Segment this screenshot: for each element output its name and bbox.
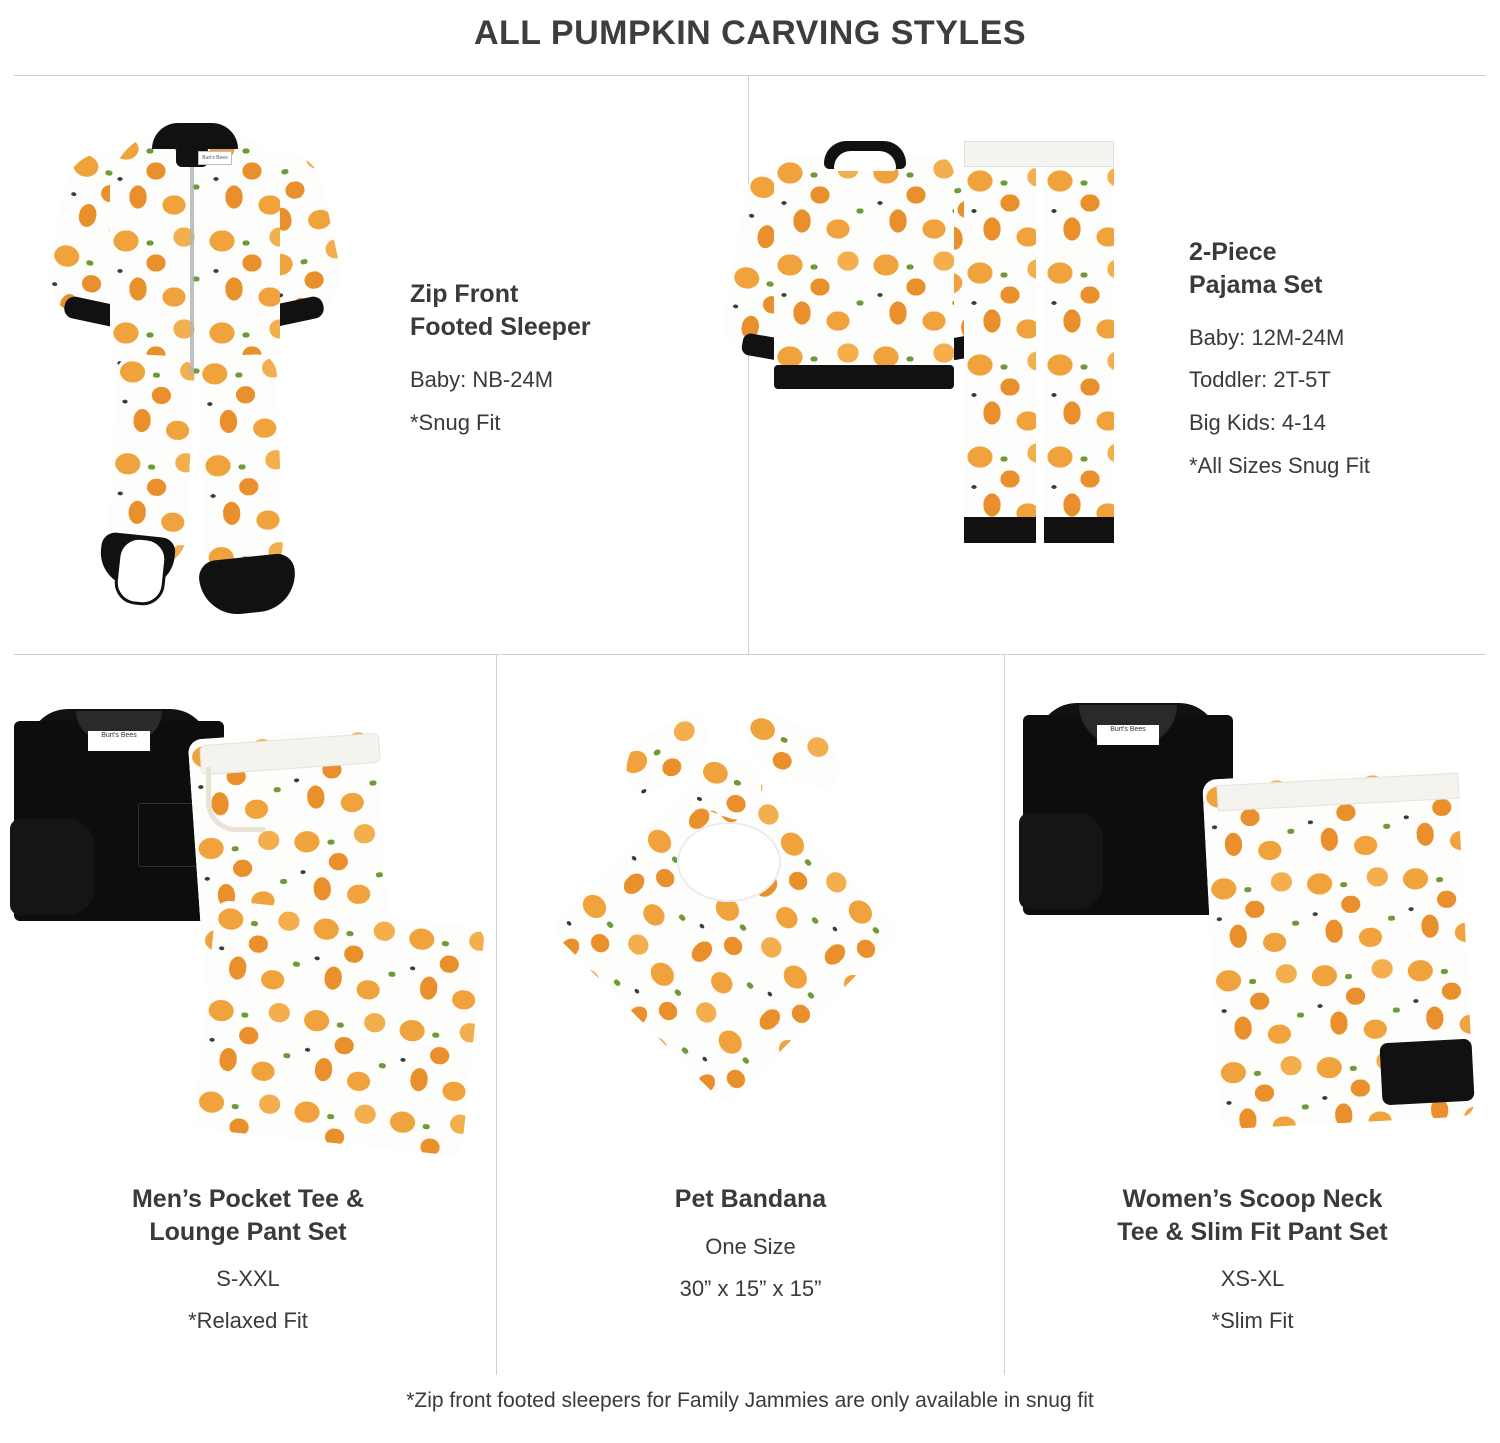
mens-lounge-pant-illustration: [196, 733, 496, 1153]
product-caption-2-piece-pajama-set: [1179, 236, 1500, 494]
product-image-zip-front-footed-sleeper: [0, 105, 400, 625]
product-caption-zip-front-footed-sleeper: [400, 278, 748, 451]
product-detail: Big Kids: 4-14: [1189, 410, 1326, 435]
product-title-line1: Pet Bandana: [674, 1185, 827, 1213]
product-caption-womens-scoop-neck-tee-slim-fit-pant-set: [1117, 1183, 1387, 1350]
product-image-pet-bandana: [497, 663, 1004, 1183]
product-detail: Baby: NB-24M: [410, 367, 554, 393]
product-detail: *Slim Fit: [1211, 1308, 1294, 1333]
product-card-womens-scoop-neck-tee-slim-fit-pant-set[interactable]: [1004, 655, 1500, 1375]
product-caption-pet-bandana: [675, 1183, 826, 1318]
product-image-2-piece-pajama-set: [749, 115, 1179, 615]
footnote: *Zip front footed sleepers for Family Jammies are only available in snug fit: [406, 1389, 1094, 1412]
page-title: ALL PUMPKIN CARVING STYLES: [473, 14, 1027, 52]
product-caption-mens-pocket-tee-lounge-pant-set: [132, 1183, 364, 1350]
two-piece-pajama-illustration: [764, 115, 1164, 615]
product-card-mens-pocket-tee-lounge-pant-set[interactable]: [0, 655, 496, 1375]
product-title-pet-bandana: [675, 1183, 826, 1216]
product-detail: Baby: 12M-24M: [1189, 324, 1345, 350]
product-card-2-piece-pajama-set[interactable]: [748, 76, 1500, 654]
product-detail: *Relaxed Fit: [188, 1308, 308, 1333]
womens-folded-tee-illustration: [1023, 693, 1233, 923]
product-detail: XS-XL: [1220, 1266, 1285, 1291]
product-title-mens-pocket-tee-lounge-pant-set: [132, 1183, 364, 1248]
top-product-row: [0, 76, 1500, 654]
product-title-line1: 2-Piece: [1189, 237, 1277, 266]
product-detail: *Snug Fit: [410, 410, 501, 435]
womens-slim-fit-pant-illustration: [1211, 773, 1500, 1153]
bottom-product-row: [0, 655, 1500, 1375]
product-detail: Toddler: 2T-5T: [1189, 367, 1331, 393]
product-detail: 30” x 15” x 15”: [679, 1275, 822, 1301]
footed-sleeper-illustration: [50, 105, 350, 625]
product-card-pet-bandana[interactable]: [496, 655, 1004, 1375]
product-title-line1: Women’s Scoop Neck: [1122, 1185, 1383, 1213]
product-title-line2: Footed Sleeper: [410, 313, 591, 342]
product-title-line2: Pajama Set: [1189, 270, 1323, 299]
brand-tag: Burt's Bees: [1097, 725, 1159, 745]
product-title-line1: Men’s Pocket Tee &: [131, 1185, 365, 1213]
product-title-line1: Zip Front: [410, 280, 519, 309]
pet-bandana-illustration: [591, 708, 911, 1138]
product-detail: S-XXL: [216, 1266, 280, 1291]
product-image-mens-pocket-tee-lounge-pant-set: [0, 663, 496, 1183]
brand-tag: Burt's Bees: [198, 151, 232, 165]
product-card-zip-front-footed-sleeper[interactable]: [0, 76, 748, 654]
product-title-2-piece-pajama-set: [1189, 236, 1500, 302]
product-title-line2: Tee & Slim Fit Pant Set: [1117, 1217, 1388, 1246]
product-title-zip-front-footed-sleeper: [410, 278, 748, 344]
product-image-womens-scoop-neck-tee-slim-fit-pant-set: [1005, 663, 1500, 1183]
product-title-womens-scoop-neck-tee-slim-fit-pant-set: [1117, 1183, 1387, 1248]
product-detail: *All Sizes Snug Fit: [1189, 452, 1370, 478]
brand-tag: Burt's Bees: [88, 731, 150, 751]
product-title-line2: Lounge Pant Set: [149, 1217, 347, 1246]
product-detail: One Size: [705, 1233, 796, 1259]
